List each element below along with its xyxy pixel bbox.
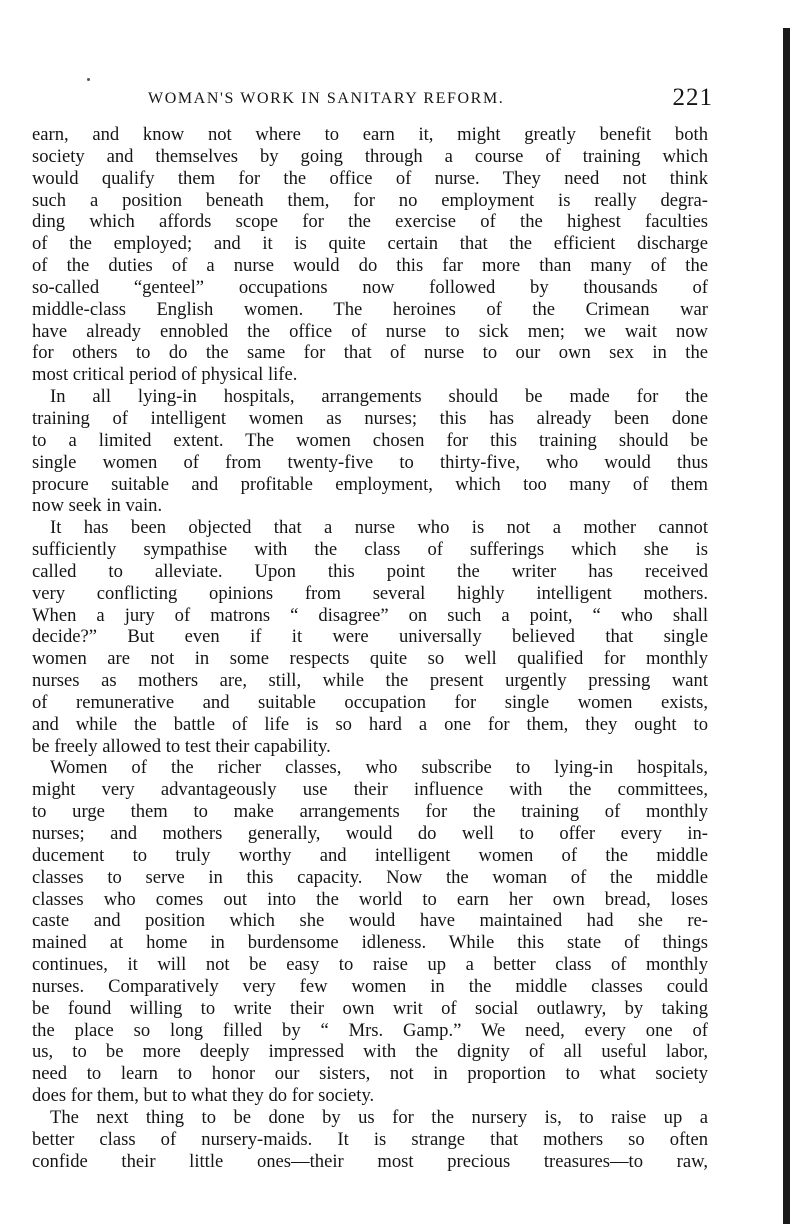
text-line: does for them, but to what they do for society. [32,1085,375,1107]
text-line: single women of from twenty-five to thirty-five, who would thus [32,451,708,473]
text-line: nurses. Comparatively very few women in the middle classes could [32,975,708,997]
text-line: confide their little ones—their most precious treasures—to raw, [32,1150,708,1172]
text-line: the place so long filled by “ Mrs. Gamp.” We need, every one of [32,1019,708,1041]
text-line: us, to be more deeply impressed with the dignity of all useful labor, [32,1041,708,1063]
text-line: need to learn to honor our sisters, not in proportion to what society [32,1063,708,1085]
text-line: middle-class English women. The heroines of the Crimean war [32,298,708,320]
text-line: classes to serve in this capacity. Now the woman of the middle [32,866,708,888]
text-line: procure suitable and profitable employment, which too many of them [32,473,708,495]
text-line: better class of nursery-maids. It is strange that mothers so often [32,1128,708,1150]
text-line: might very advantageously use their influence with the committees, [32,779,708,801]
text-line: of the duties of a nurse would do this far more than many of the [32,255,708,277]
text-line: and while the battle of life is so hard a one for them, they ought to [32,713,708,735]
text-line: would qualify them for the office of nurse. They need not think [32,167,708,189]
text-line: women are not in some respects quite so well qualified for monthly [32,648,708,670]
running-title: WOMAN'S WORK IN SANITARY REFORM. [148,90,505,107]
text-line: nurses as mothers are, still, while the present urgently pressing want [32,670,708,692]
text-line: earn, and know not where to earn it, might greatly benefit both [32,124,708,145]
text-line: to urge them to make arrangements for the training of monthly [32,801,708,823]
text-line: now seek in vain. [32,495,163,517]
text-line: Women of the richer classes, who subscribe to lying-in hospitals, [50,757,708,779]
text-line: called to alleviate. Upon this point the writer has received [32,560,708,582]
text-line: training of intelligent women as nurses; this has already been done [32,407,708,429]
print-speck [87,78,90,81]
scan-edge-shadow [783,28,790,1224]
text-line: sufficiently sympathise with the class of sufferings which she is [32,539,708,561]
text-line: of remunerative and suitable occupation for single women exists, [32,691,708,713]
text-line: very conflicting opinions from several highly intelligent mothers. [32,582,708,604]
text-line: have already ennobled the office of nurse to sick men; we wait now [32,320,708,342]
text-line: It has been objected that a nurse who is not a mother cannot [50,517,708,539]
body-text [32,124,708,1173]
text-line: When a jury of matrons “ disagree” on such a point, “ who shall [32,604,708,626]
text-line: so-called “genteel” occupations now followed by thousands of [32,276,708,298]
text-line: such a position beneath them, for no employment is really degra- [32,189,708,211]
text-line: The next thing to be done by us for the nursery is, to raise up a [50,1106,708,1128]
page-header [148,84,713,114]
text-line: ding which affords scope for the exercise of the highest faculties [32,211,708,233]
text-line: ducement to truly worthy and intelligent women of the middle [32,844,708,866]
text-line: nurses; and mothers generally, would do well to offer every in- [32,823,708,844]
text-line: decide?” But even if it were universally believed that single [32,626,708,648]
text-line: be freely allowed to test their capability. [32,735,331,757]
text-line: classes who comes out into the world to earn her own bread, loses [32,888,708,910]
text-line: be found willing to write their own writ of social outlawry, by taking [32,997,708,1019]
text-line: society and themselves by going through a course of training which [32,145,708,167]
text-line: In all lying-in hospitals, arrangements should be made for the [50,386,708,408]
text-line: to a limited extent. The women chosen for this training should be [32,429,708,451]
text-line: of the employed; and it is quite certain that the efficient discharge [32,233,708,255]
text-line: most critical period of physical life. [32,364,298,386]
text-line: for others to do the same for that of nurse to our own sex in the [32,342,708,364]
text-line: continues, it will not be easy to raise up a better class of monthly [32,954,708,976]
text-line: mained at home in burdensome idleness. While this state of things [32,932,708,954]
page-number: 221 [672,84,713,111]
text-line: caste and position which she would have maintained had she re- [32,910,708,932]
